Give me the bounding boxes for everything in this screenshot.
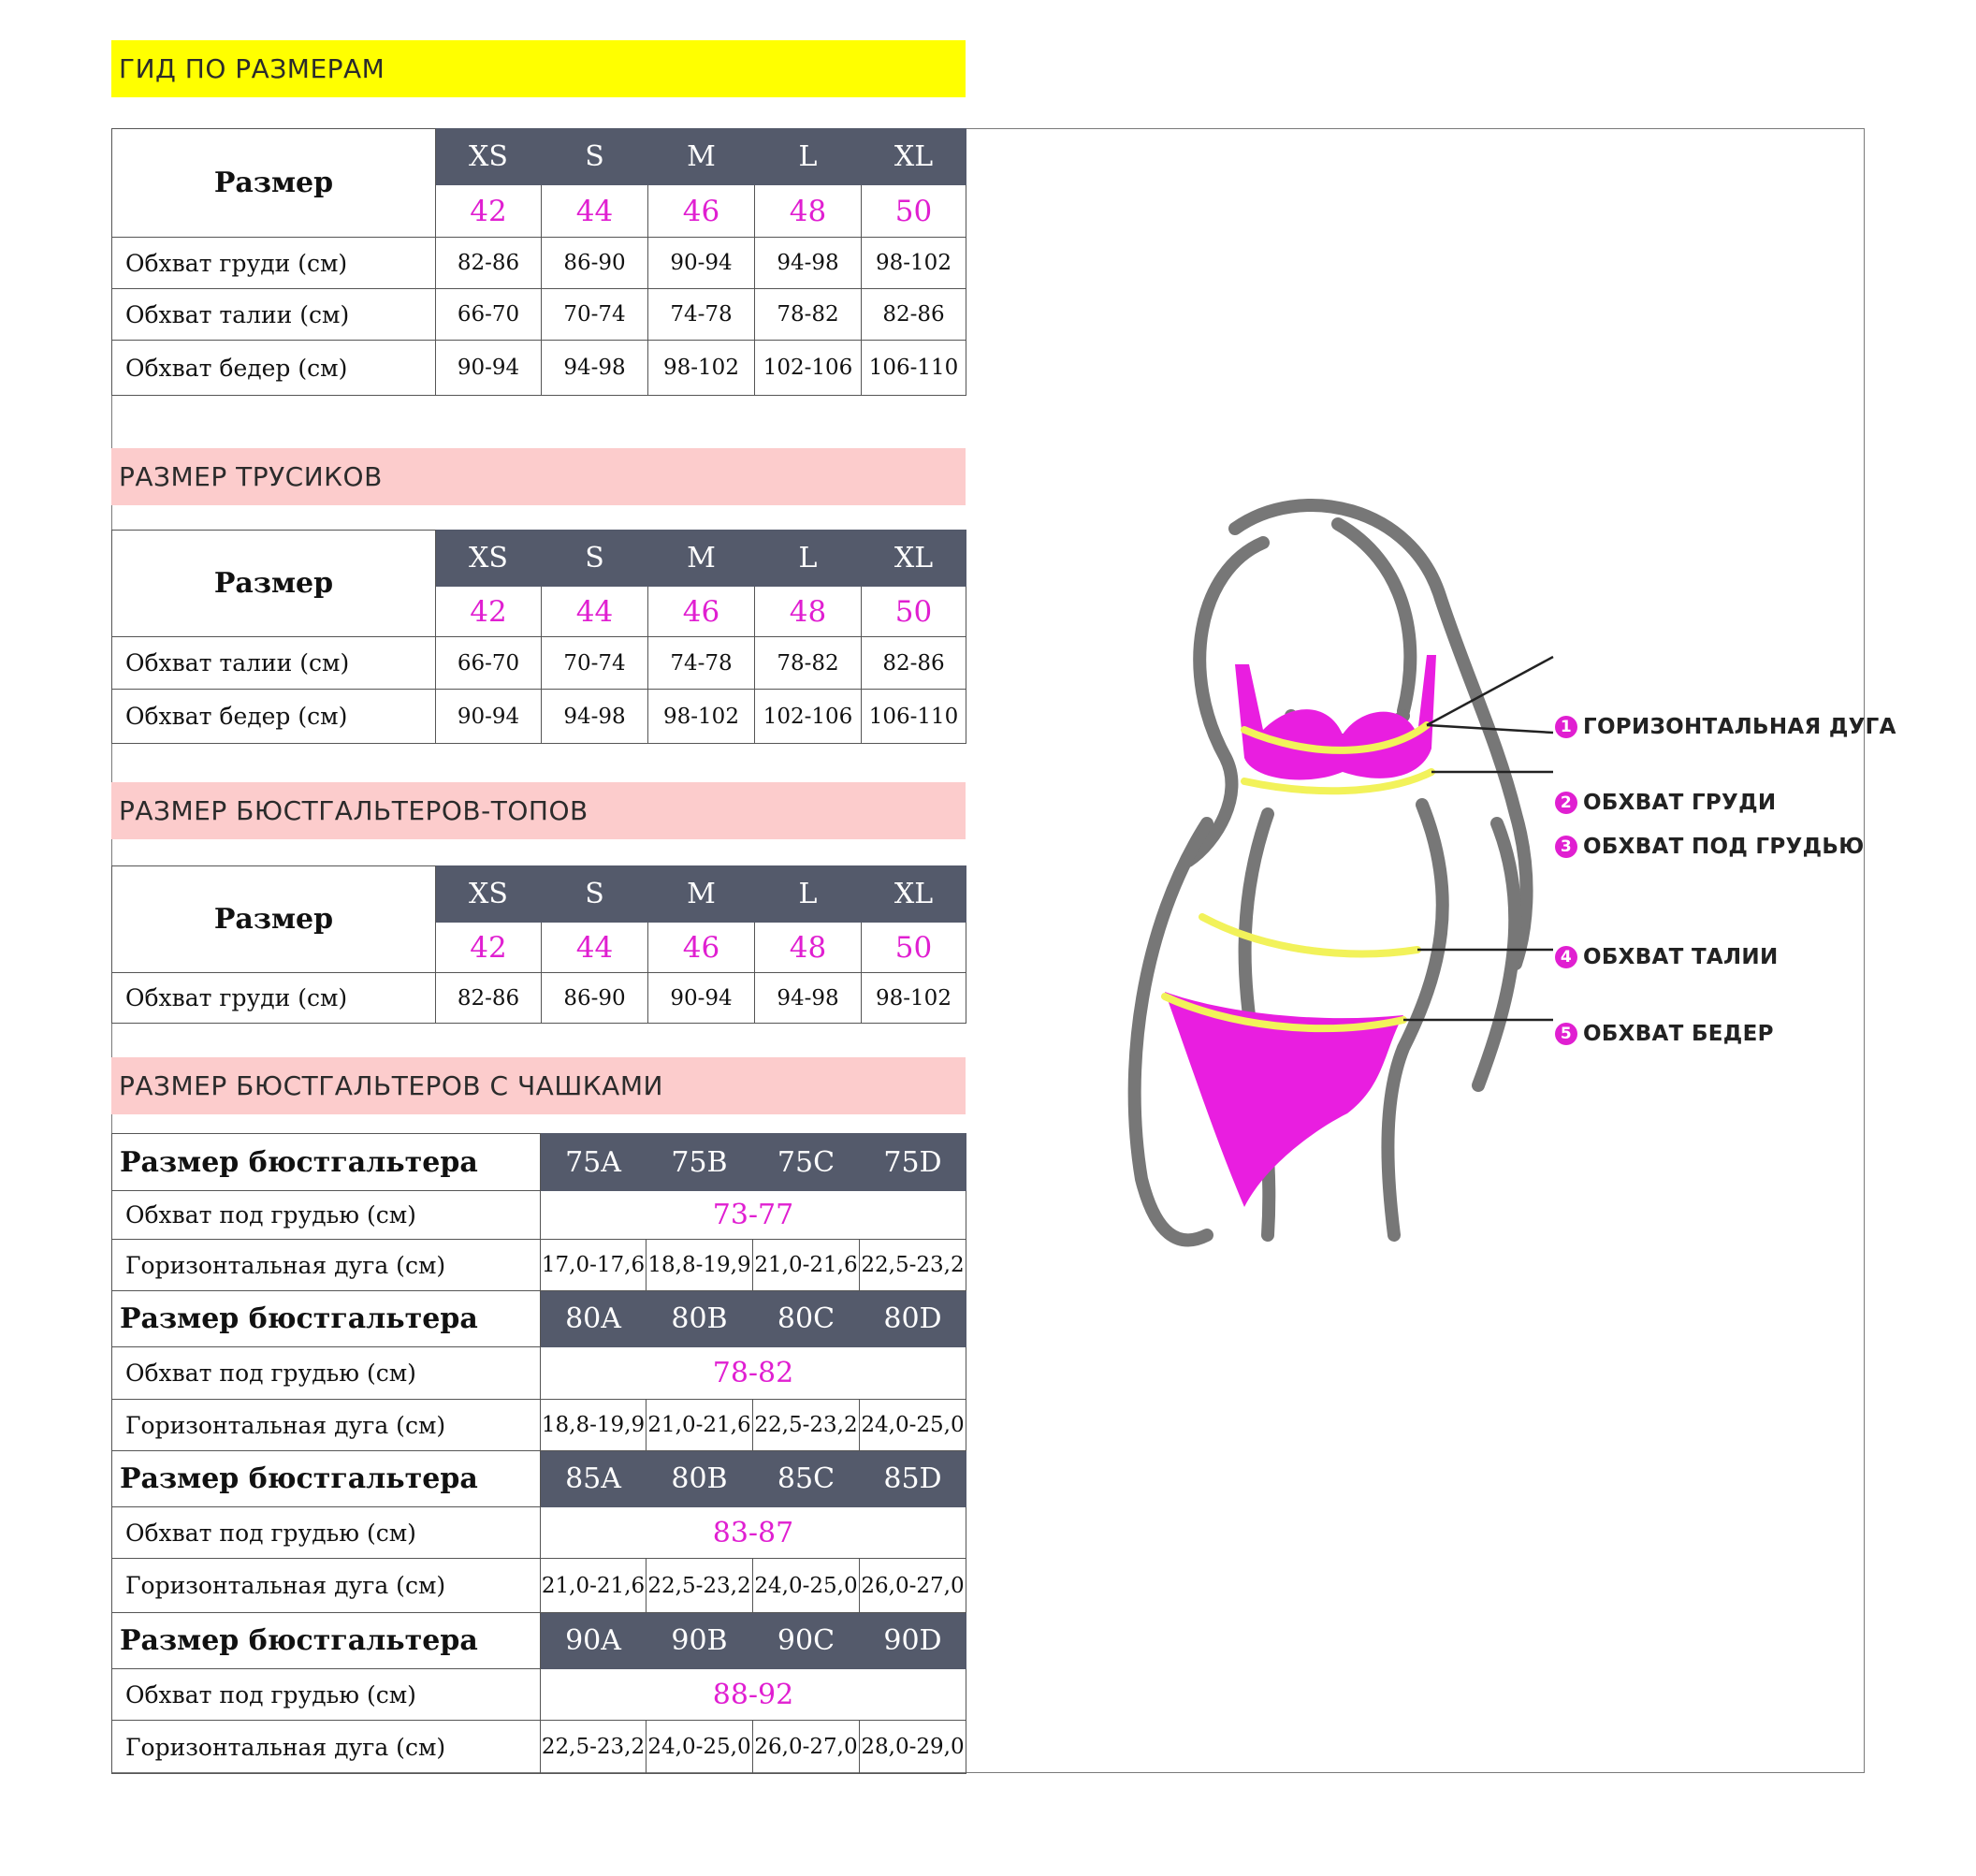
ru-size-50: 50 bbox=[862, 587, 966, 637]
cell: 18,8-19,9 bbox=[541, 1400, 647, 1451]
callout-bust bbox=[1555, 791, 1776, 815]
cell: 82-86 bbox=[436, 238, 542, 289]
cell: 66-70 bbox=[436, 289, 542, 341]
cell: 66-70 bbox=[436, 637, 542, 690]
bra-size: 80A bbox=[541, 1291, 647, 1347]
cell: 98-102 bbox=[648, 690, 755, 744]
underbust-range: 73-77 bbox=[541, 1191, 966, 1240]
bra-size: 75D bbox=[860, 1134, 966, 1191]
ru-size-44: 44 bbox=[542, 185, 648, 238]
section-panties-title: РАЗМЕР ТРУСИКОВ bbox=[119, 461, 383, 492]
underbust-label: Обхват под грудью (см) bbox=[112, 1507, 541, 1559]
size-header-label: Размер bbox=[112, 531, 436, 637]
figure-outline bbox=[1135, 505, 1527, 1240]
cell: 17,0-17,6 bbox=[541, 1240, 647, 1291]
row-label: Обхват талии (см) bbox=[112, 637, 436, 690]
cell: 70-74 bbox=[542, 637, 648, 690]
ru-size-46: 46 bbox=[648, 587, 755, 637]
cell: 82-86 bbox=[862, 289, 966, 341]
cell: 90-94 bbox=[648, 973, 755, 1024]
ru-size-50: 50 bbox=[862, 923, 966, 973]
cell: 94-98 bbox=[755, 973, 862, 1024]
cell: 94-98 bbox=[542, 341, 648, 396]
size-m: M bbox=[648, 531, 755, 587]
callout-label: ОБХВАТ ГРУДИ bbox=[1583, 791, 1777, 815]
size-header-label: Размер bbox=[112, 866, 436, 973]
underbust-label: Обхват под грудью (см) bbox=[112, 1191, 541, 1240]
arc-label: Горизонтальная дуга (см) bbox=[112, 1559, 541, 1613]
size-s: S bbox=[542, 531, 648, 587]
bra-size: 75A bbox=[541, 1134, 647, 1191]
underbust-label: Обхват под грудью (см) bbox=[112, 1669, 541, 1721]
callout-label: ГОРИЗОНТАЛЬНАЯ ДУГА bbox=[1583, 715, 1896, 739]
cell: 82-86 bbox=[862, 637, 966, 690]
callout-underbust bbox=[1555, 835, 1865, 859]
cell: 86-90 bbox=[542, 973, 648, 1024]
arc-row bbox=[112, 1721, 966, 1774]
size-s: S bbox=[542, 866, 648, 923]
arc-label: Горизонтальная дуга (см) bbox=[112, 1721, 541, 1774]
cell: 74-78 bbox=[648, 637, 755, 690]
arc-label: Горизонтальная дуга (см) bbox=[112, 1240, 541, 1291]
underbust-range: 78-82 bbox=[541, 1347, 966, 1400]
callout-number: 1 bbox=[1555, 716, 1577, 738]
size-table-bras bbox=[111, 1133, 966, 1774]
guide-title-banner bbox=[111, 40, 966, 97]
cell: 102-106 bbox=[755, 690, 862, 744]
bra-size: 80B bbox=[647, 1291, 753, 1347]
cell: 24,0-25,0 bbox=[860, 1400, 966, 1451]
size-m: M bbox=[648, 129, 755, 185]
callout-waist bbox=[1555, 945, 1779, 969]
cell: 106-110 bbox=[862, 690, 966, 744]
bra-size: 85A bbox=[541, 1451, 647, 1507]
cell: 94-98 bbox=[755, 238, 862, 289]
bra-size-row bbox=[112, 1613, 966, 1669]
cell: 98-102 bbox=[648, 341, 755, 396]
ru-size-42: 42 bbox=[436, 587, 542, 637]
cell: 86-90 bbox=[542, 238, 648, 289]
table-row bbox=[112, 637, 966, 690]
callout-label: ОБХВАТ БЕДЕР bbox=[1583, 1022, 1774, 1046]
table-row bbox=[112, 289, 966, 341]
cell: 22,5-23,2 bbox=[860, 1240, 966, 1291]
ru-size-48: 48 bbox=[755, 923, 862, 973]
callout-horizontal-arc bbox=[1555, 715, 1896, 739]
size-xl: XL bbox=[862, 129, 966, 185]
cell: 26,0-27,0 bbox=[753, 1721, 860, 1774]
bra-size-label: Размер бюстгальтера bbox=[112, 1451, 541, 1507]
bra-size: 80B bbox=[647, 1451, 753, 1507]
callout-label: ОБХВАТ ТАЛИИ bbox=[1583, 945, 1779, 969]
section-cups-banner bbox=[111, 1057, 966, 1114]
cell: 74-78 bbox=[648, 289, 755, 341]
size-table-general bbox=[111, 128, 966, 396]
bra-size-row bbox=[112, 1134, 966, 1191]
body-measurement-figure bbox=[1104, 487, 1871, 1254]
bra-size: 75C bbox=[753, 1134, 860, 1191]
guide-title: ГИД ПО РАЗМЕРАМ bbox=[119, 53, 385, 84]
cell: 21,0-21,6 bbox=[753, 1240, 860, 1291]
underbust-row bbox=[112, 1191, 966, 1240]
cell: 22,5-23,2 bbox=[541, 1721, 647, 1774]
row-label: Обхват груди (см) bbox=[112, 973, 436, 1024]
bra-size: 90B bbox=[647, 1613, 753, 1669]
bra-size-label: Размер бюстгальтера bbox=[112, 1613, 541, 1669]
underbust-range: 83-87 bbox=[541, 1507, 966, 1559]
bra-size: 75B bbox=[647, 1134, 753, 1191]
size-xl: XL bbox=[862, 866, 966, 923]
bra-size-label: Размер бюстгальтера bbox=[112, 1291, 541, 1347]
bra-size: 85D bbox=[860, 1451, 966, 1507]
callout-number: 3 bbox=[1555, 836, 1577, 858]
arc-row bbox=[112, 1559, 966, 1613]
underbust-row bbox=[112, 1347, 966, 1400]
bra-size-label: Размер бюстгальтера bbox=[112, 1134, 541, 1191]
ru-size-44: 44 bbox=[542, 587, 648, 637]
underbust-row bbox=[112, 1507, 966, 1559]
ru-size-50: 50 bbox=[862, 185, 966, 238]
row-label: Обхват бедер (см) bbox=[112, 341, 436, 396]
callout-number: 5 bbox=[1555, 1023, 1577, 1045]
cell: 98-102 bbox=[862, 973, 966, 1024]
ru-size-44: 44 bbox=[542, 923, 648, 973]
size-xl: XL bbox=[862, 531, 966, 587]
measure-waist-line bbox=[1202, 917, 1417, 953]
section-tops-title: РАЗМЕР БЮСТГАЛЬТЕРОВ-ТОПОВ bbox=[119, 795, 588, 826]
size-l: L bbox=[755, 866, 862, 923]
callout-hips bbox=[1555, 1022, 1774, 1046]
size-l: L bbox=[755, 531, 862, 587]
cell: 26,0-27,0 bbox=[860, 1559, 966, 1613]
section-tops-banner bbox=[111, 782, 966, 839]
bra-size-row bbox=[112, 1291, 966, 1347]
size-xs: XS bbox=[436, 129, 542, 185]
cell: 82-86 bbox=[436, 973, 542, 1024]
cell: 102-106 bbox=[755, 341, 862, 396]
cell: 22,5-23,2 bbox=[647, 1559, 753, 1613]
cell: 78-82 bbox=[755, 289, 862, 341]
bra-size: 90A bbox=[541, 1613, 647, 1669]
bra-size: 80C bbox=[753, 1291, 860, 1347]
size-header-label: Размер bbox=[112, 129, 436, 238]
row-label: Обхват талии (см) bbox=[112, 289, 436, 341]
cell: 21,0-21,6 bbox=[647, 1400, 753, 1451]
callout-number: 2 bbox=[1555, 792, 1577, 814]
size-table-panties bbox=[111, 530, 966, 744]
table-row bbox=[112, 973, 966, 1024]
cell: 18,8-19,9 bbox=[647, 1240, 753, 1291]
cell: 24,0-25,0 bbox=[753, 1559, 860, 1613]
cell: 24,0-25,0 bbox=[647, 1721, 753, 1774]
cell: 90-94 bbox=[436, 690, 542, 744]
row-label: Обхват груди (см) bbox=[112, 238, 436, 289]
cell: 70-74 bbox=[542, 289, 648, 341]
cell: 28,0-29,0 bbox=[860, 1721, 966, 1774]
section-panties-banner bbox=[111, 448, 966, 505]
bra-size: 90C bbox=[753, 1613, 860, 1669]
cell: 78-82 bbox=[755, 637, 862, 690]
bra-size-row bbox=[112, 1451, 966, 1507]
bra-size: 90D bbox=[860, 1613, 966, 1669]
cell: 90-94 bbox=[648, 238, 755, 289]
size-s: S bbox=[542, 129, 648, 185]
size-xs: XS bbox=[436, 531, 542, 587]
cell: 98-102 bbox=[862, 238, 966, 289]
size-l: L bbox=[755, 129, 862, 185]
table-row bbox=[112, 341, 966, 396]
callout-number: 4 bbox=[1555, 946, 1577, 968]
ru-size-42: 42 bbox=[436, 185, 542, 238]
underbust-label: Обхват под грудью (см) bbox=[112, 1347, 541, 1400]
size-m: M bbox=[648, 866, 755, 923]
ru-size-46: 46 bbox=[648, 185, 755, 238]
ru-size-46: 46 bbox=[648, 923, 755, 973]
table-row bbox=[112, 690, 966, 744]
ru-size-42: 42 bbox=[436, 923, 542, 973]
table-row bbox=[112, 238, 966, 289]
cell: 106-110 bbox=[862, 341, 966, 396]
row-label: Обхват бедер (см) bbox=[112, 690, 436, 744]
arc-label: Горизонтальная дуга (см) bbox=[112, 1400, 541, 1451]
cell: 94-98 bbox=[542, 690, 648, 744]
ru-size-48: 48 bbox=[755, 587, 862, 637]
callout-label: ОБХВАТ ПОД ГРУДЬЮ bbox=[1583, 835, 1865, 859]
size-xs: XS bbox=[436, 866, 542, 923]
arc-row bbox=[112, 1400, 966, 1451]
underbust-row bbox=[112, 1669, 966, 1721]
arc-row bbox=[112, 1240, 966, 1291]
cell: 22,5-23,2 bbox=[753, 1400, 860, 1451]
underbust-range: 88-92 bbox=[541, 1669, 966, 1721]
bra-size: 80D bbox=[860, 1291, 966, 1347]
ru-size-48: 48 bbox=[755, 185, 862, 238]
size-table-tops bbox=[111, 865, 966, 1024]
cell: 21,0-21,6 bbox=[541, 1559, 647, 1613]
bra-size: 85C bbox=[753, 1451, 860, 1507]
section-cups-title: РАЗМЕР БЮСТГАЛЬТЕРОВ С ЧАШКАМИ bbox=[119, 1070, 663, 1101]
cell: 90-94 bbox=[436, 341, 542, 396]
